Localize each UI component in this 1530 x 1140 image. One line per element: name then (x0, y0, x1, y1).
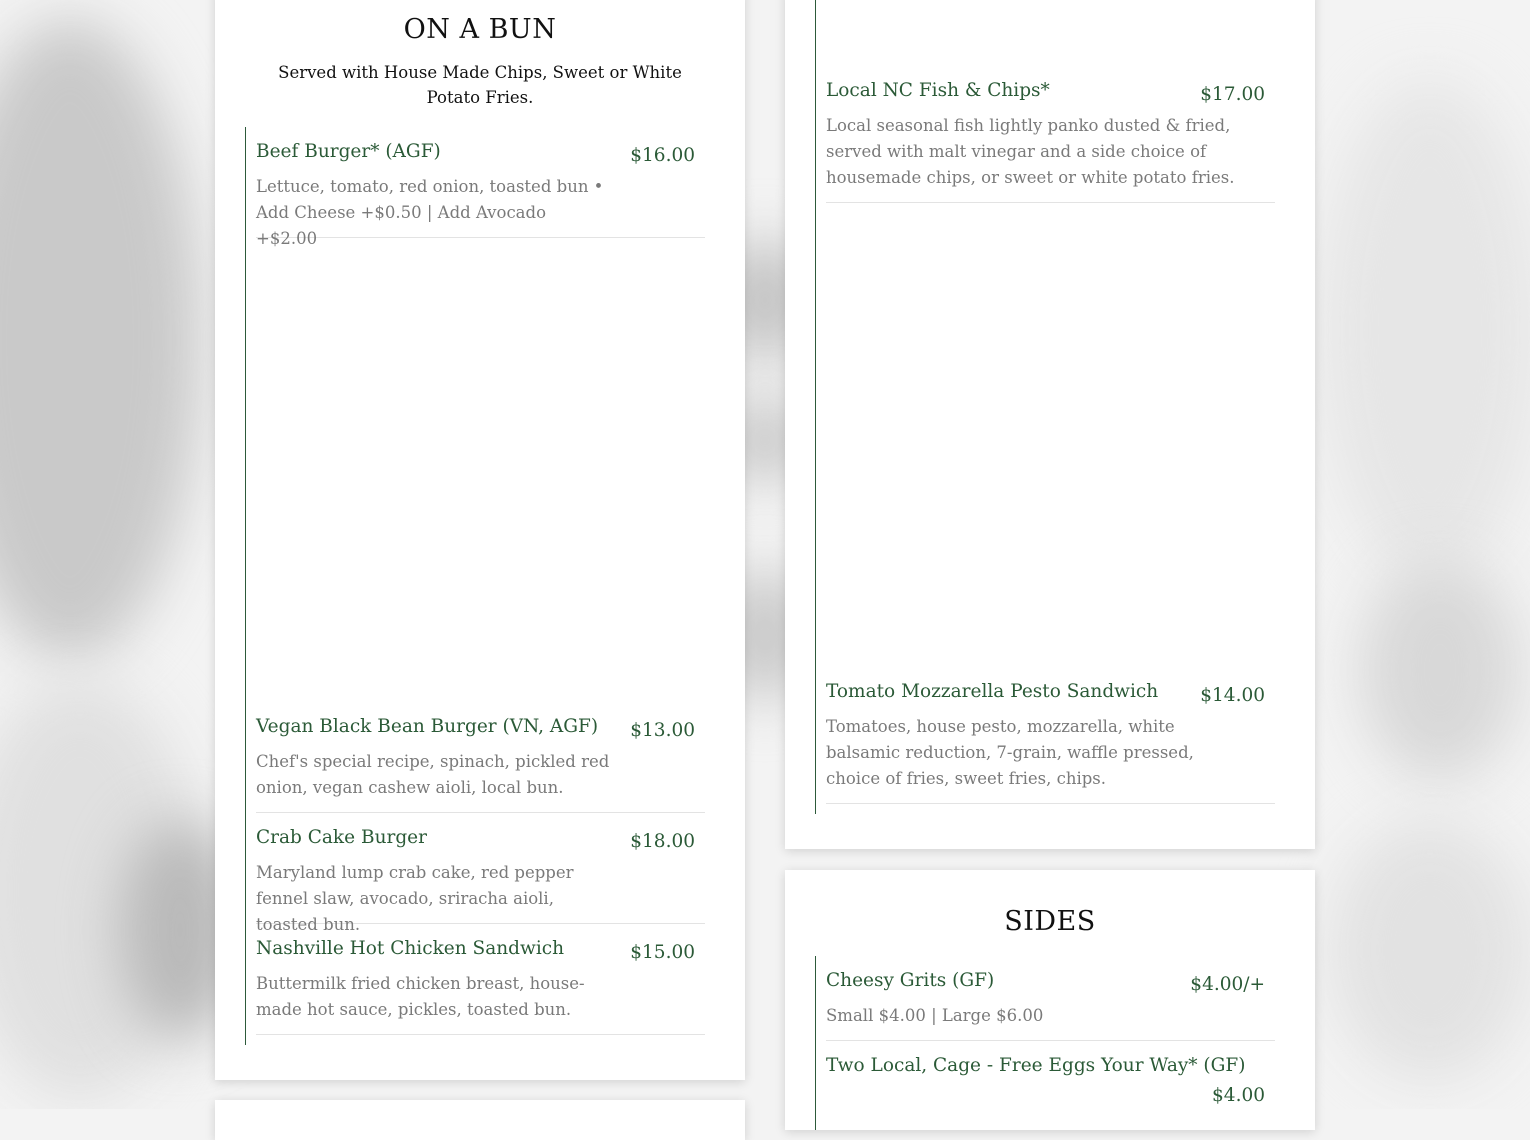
section-title: SIDES (1004, 906, 1096, 937)
menu-item (256, 716, 705, 813)
item-description: Local seasonal fish lightly panko dusted & fried, served with malt vinegar and a side choice of housemade chips, or sweet or white potato fries. (826, 116, 1235, 187)
item-description: Maryland lump crab cake, red pepper fennel slaw, avocado, sriracha aioli, toasted bun. (256, 863, 574, 934)
menu-item (826, 80, 1275, 203)
item-description: Chef's special recipe, spinach, pickled red onion, vegan cashew aioli, local bun. (256, 752, 610, 797)
item-name: Local NC Fish & Chips* (826, 80, 1050, 101)
item-price: $4.00/+ (1190, 974, 1265, 995)
section-subtitle: Served with House Made Chips, Sweet or White Potato Fries. (278, 63, 682, 107)
menu-item (826, 1055, 1275, 1125)
sides-card (785, 870, 1315, 1130)
item-description: Tomatoes, house pesto, mozzarella, white balsamic reduction, 7-grain, waffle pressed, choice of fries, sweet fries, chips. (826, 717, 1194, 788)
section-title: ON A BUN (403, 14, 557, 45)
menu-item (826, 970, 1275, 1041)
menu-item (256, 141, 705, 248)
item-description: Lettuce, tomato, red onion, toasted bun • Add Cheese +$0.50 | Add Avocado +$2.00 (256, 177, 604, 248)
sandwiches-card (785, 0, 1315, 849)
item-price: $4.00 (1212, 1085, 1265, 1106)
item-description: Buttermilk fried chicken breast, house-made hot sauce, pickles, toasted bun. (256, 974, 585, 1019)
item-price: $14.00 (1200, 685, 1265, 706)
item-name: Cheesy Grits (GF) (826, 970, 995, 991)
item-price: $15.00 (630, 942, 695, 963)
item-name: Two Local, Cage - Free Eggs Your Way* (GF) (826, 1055, 1246, 1076)
item-price: $13.00 (630, 720, 695, 741)
item-name: Tomato Mozzarella Pesto Sandwich (826, 681, 1159, 702)
item-name: Beef Burger* (AGF) (256, 141, 441, 162)
item-name: Nashville Hot Chicken Sandwich (256, 938, 565, 959)
item-price: $18.00 (630, 831, 695, 852)
item-price: $16.00 (630, 145, 695, 166)
on-a-bun-card (215, 0, 745, 1080)
section-accent-line (245, 127, 246, 1045)
menu-item (256, 827, 705, 934)
section-accent-line (815, 956, 816, 1130)
next-section-card (215, 1100, 745, 1140)
item-description: Small $4.00 | Large $6.00 (826, 1006, 1044, 1025)
item-name: Crab Cake Burger (256, 827, 427, 848)
item-name: Vegan Black Bean Burger (VN, AGF) (256, 716, 599, 737)
menu-item (826, 681, 1275, 804)
menu-item (256, 938, 705, 1035)
section-accent-line (815, 0, 816, 814)
item-price: $17.00 (1200, 84, 1265, 105)
